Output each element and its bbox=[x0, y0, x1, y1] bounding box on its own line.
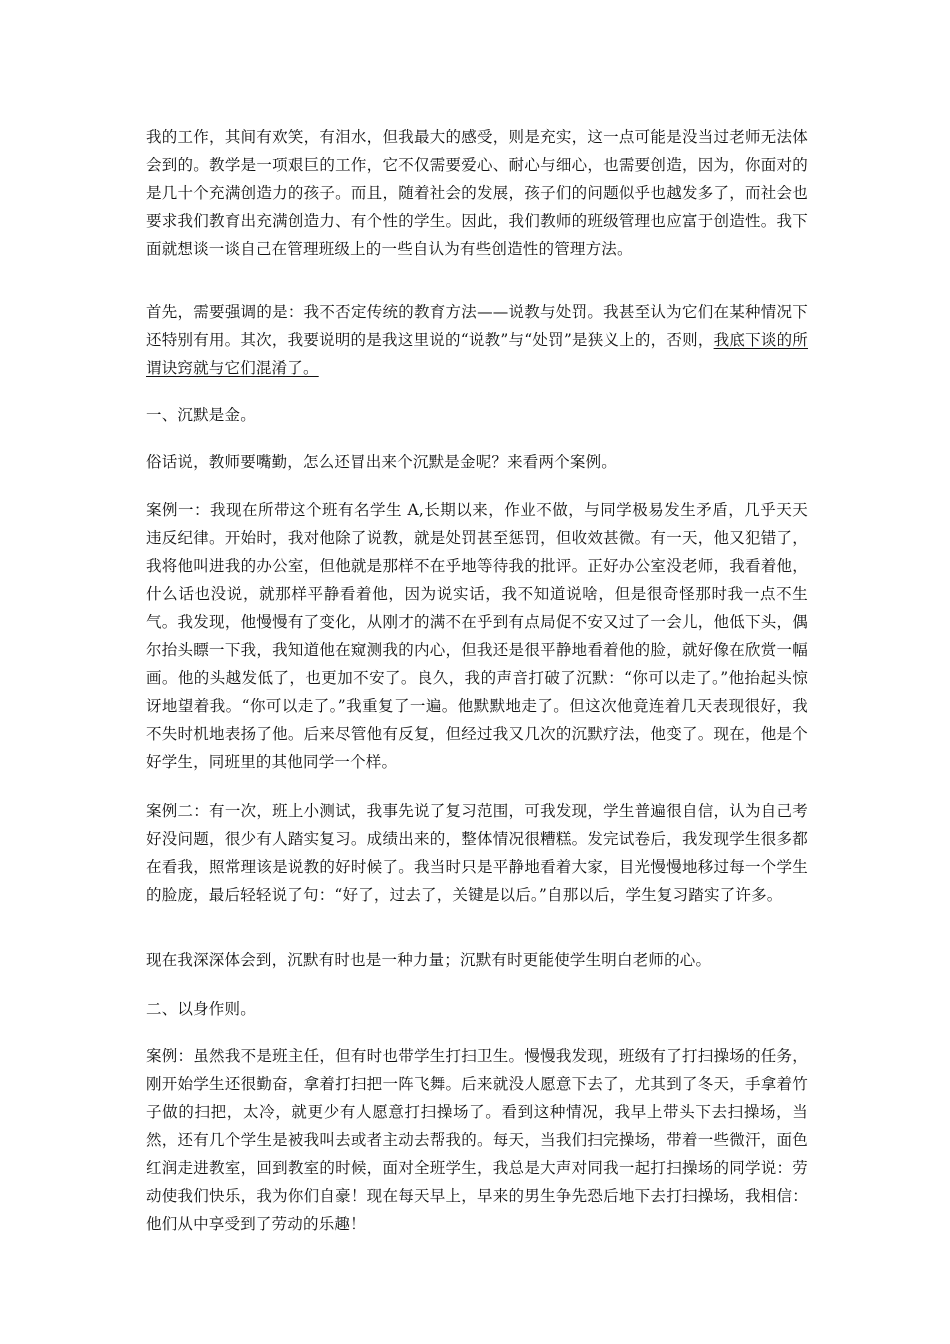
first-paragraph-underlined: 我底下谈的所谓诀窍就与它们混淆了。 bbox=[146, 331, 808, 377]
proverb-paragraph bbox=[146, 448, 808, 476]
first-paragraph-main: 首先，需要强调的是：我不否定传统的教育方法——说教与处罚。我甚至认为它们在某种情况下还特别有用。其次，我要说明的是我这里说的“说教”与“处罚”是狭义上的，否则， bbox=[146, 303, 808, 349]
first-paragraph-text bbox=[146, 298, 808, 382]
silence-conclusion-text: 现在我深深体会到，沉默有时也是一种力量；沉默有时更能使学生明白老师的心。 bbox=[146, 951, 712, 969]
case-three-paragraph bbox=[146, 1042, 808, 1238]
section-heading-1 bbox=[146, 401, 808, 429]
case-two-paragraph bbox=[146, 797, 808, 909]
intro-text: 我的工作，其间有欢笑，有泪水，但我最大的感受，则是充实，这一点可能是没当过老师无法体会到的。教学是一项艰巨的工作，它不仅需要爱心、耐心与细心，也需要创造，因为，你面对的是几十个充满创造力的孩子。而且，随着社会的发展，孩子们的问题似乎也越发多了，而社会也要求我们教育出充满创造力、有个性的学生。因此，我们教师的班级管理也应富于创造性。我下面就想谈一谈自己在管理班级上的一些自认为有些创造性的管理方法。 bbox=[146, 128, 808, 258]
proverb-text: 俗话说，教师要嘴勤，怎么还冒出来个沉默是金呢？来看两个案例。 bbox=[146, 453, 618, 471]
first-paragraph bbox=[146, 298, 808, 382]
heading-silence-is-gold: 一、沉默是金。 bbox=[146, 406, 256, 424]
silence-conclusion-paragraph bbox=[146, 946, 808, 974]
section-heading-2 bbox=[146, 995, 808, 1023]
case-three-text: 案例：虽然我不是班主任，但有时也带学生打扫卫生。慢慢我发现，班级有了打扫操场的任务，刚开始学生还很勤奋，拿着打扫把一阵飞舞。后来就没人愿意下去了，尤其到了冬天，手拿着竹子做的扫把，太冷，就更少有人愿意打扫操场了。看到这种情况，我早上带头下去扫操场，当然，还有几个学生是被我叫去或者主动去帮我的。每天，当我们扫完操场，带着一些微汗，面色红润走进教室，回到教室的时候，面对全班学生，我总是大声对同我一起打扫操场的同学说：劳动使我们快乐，我为你们自豪！现在每天早上，早来的男生争先恐后地下去打扫操场，我相信：他们从中享受到了劳动的乐趣！ bbox=[146, 1047, 808, 1233]
heading-lead-by-example: 二、以身作则。 bbox=[146, 1000, 256, 1018]
case-two-text: 案例二：有一次，班上小测试，我事先说了复习范围，可我发现，学生普遍很自信，认为自己考好没问题，很少有人踏实复习。成绩出来的，整体情况很糟糕。发完试卷后，我发现学生很多都在看我，照常理该是说教的好时候了。我当时只是平静地看着大家，目光慢慢地移过每一个学生的脸庞，最后轻轻说了句：“好了，过去了，关键是以后。”自那以后，学生复习踏实了许多。 bbox=[146, 802, 808, 904]
case-one-paragraph bbox=[146, 496, 808, 776]
intro-paragraph bbox=[146, 123, 808, 263]
case-one-text: 案例一：我现在所带这个班有名学生 A,长期以来，作业不做，与同学极易发生矛盾，几乎天天违反纪律。开始时，我对他除了说教，就是处罚甚至惩罚，但收效甚微。有一天，他又犯错了，我将他叫进我的办公室，但他就是那样不在乎地等待我的批评。正好办公室没老师，我看着他，什么话也没说，就那样平静看着他，因为说实话，我不知道说啥，但是很奇怪那时我一点不生气。我发现，他慢慢有了变化，从刚才的满不在乎到有点局促不安又过了一会儿，他低下头，偶尔抬头瞟一下我，我知道他在窥测我的内心，但我还是很平静地看着他的脸，就好像在欣赏一幅画。他的头越发低了，也更加不安了。良久，我的声音打破了沉默：“你可以走了。”他抬起头惊讶地望着我。“你可以走了。”我重复了一遍。他默默地走了。但这次他竟连着几天表现很好，我不失时机地表扬了他。后来尽管他有反复，但经过我又几次的沉默疗法，他变了。现在，他是个好学生，同班里的其他同学一个样。 bbox=[146, 501, 808, 771]
